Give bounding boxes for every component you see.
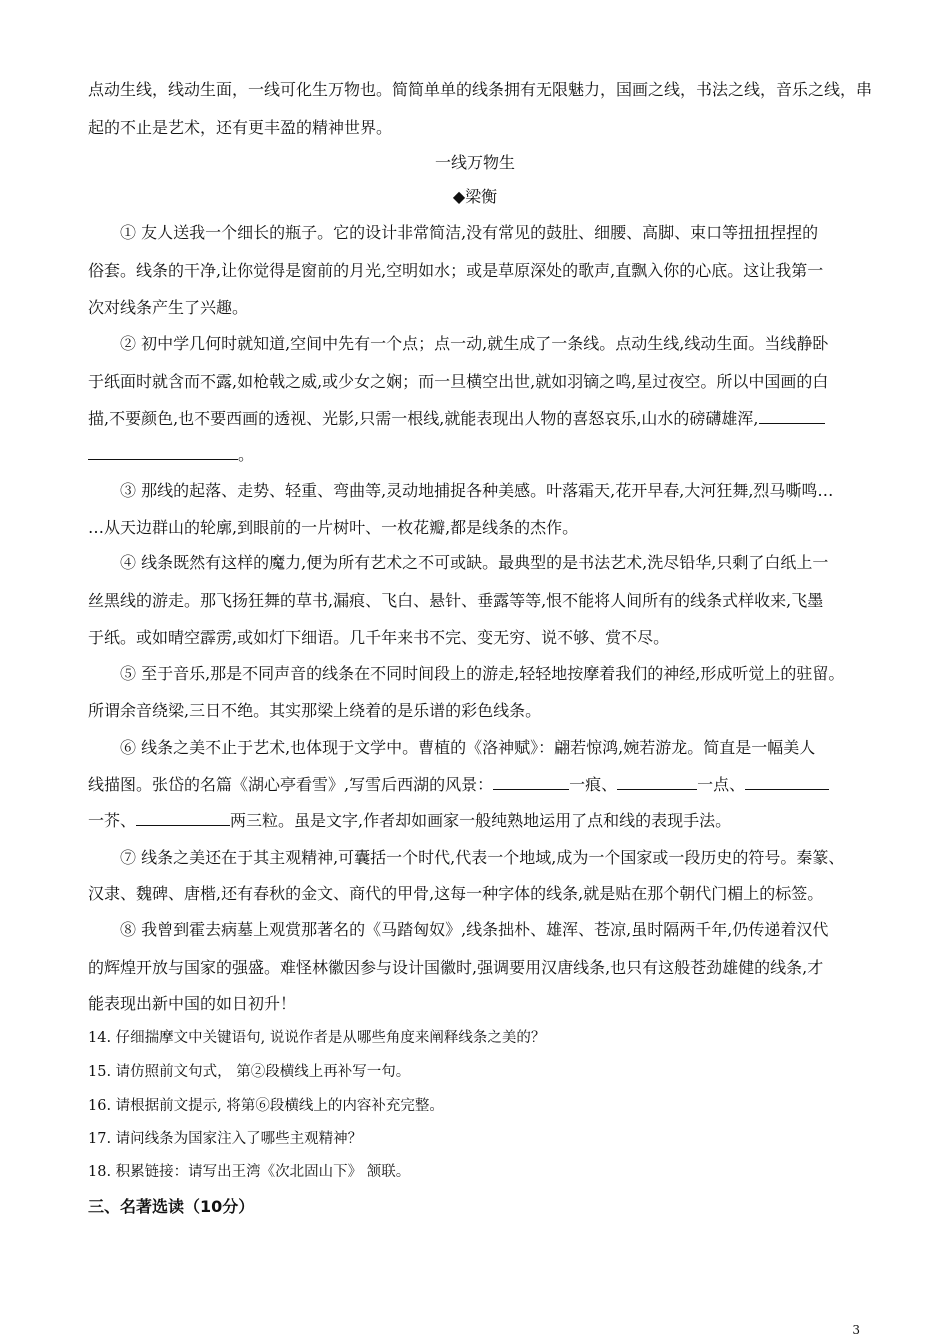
paragraph-6-text: 一芥、: [88, 811, 137, 830]
paragraph-6-text: 一点、: [697, 775, 746, 794]
paragraph-1-line: ① 友人送我一个细长的瓶子。它的设计非常简洁,没有常见的鼓肚、细腰、高脚、束口等扭扭捏捏的: [120, 223, 819, 242]
paragraph-4-line: ④ 线条既然有这样的魔力,便为所有艺术之不可或缺。最典型的是书法艺术,洗尽铅华,只剩了白纸上一: [120, 553, 829, 572]
paragraph-8-line: ⑧ 我曾到霍去病墓上观赏那著名的《马踏匈奴》,线条拙朴、雄浑、苍凉,虽时隔两千年,仍传递着汉代: [120, 920, 829, 939]
paragraph-2-line: [88, 445, 254, 465]
paragraph-4-line: 丝黑线的游走。那飞扬狂舞的草书,漏痕、飞白、悬针、垂露等等,恨不能将人间所有的线条式样收来,飞墨: [88, 591, 824, 610]
paragraph-2-text: 。: [238, 445, 255, 464]
answer-blank[interactable]: [136, 811, 230, 826]
question-17: 17. 请问线条为国家注入了哪些主观精神？: [88, 1131, 363, 1147]
paragraph-4-line: 于纸。或如晴空霹雳,或如灯下细语。几千年来书不完、变无穷、说不够、赏不尽。: [88, 628, 670, 647]
paragraph-6-line: ⑥ 线条之美不止于艺术,也体现于文学中。曹植的《洛神赋》：翩若惊鸿,婉若游龙。简直是一幅美人: [120, 738, 816, 757]
paragraph-6-line: [88, 811, 731, 831]
paragraph-2-text: 描,不要颜色,也不要西画的透视、光影,只需一根线,就能表现出人物的喜怒哀乐,山水的磅礴雄浑,: [88, 409, 759, 428]
intro-line: 起的不止是艺术，还有更丰盈的精神世界。: [88, 118, 393, 137]
article-author: ◆梁衡: [452, 187, 498, 206]
paragraph-2-line: ② 初中学几何时就知道,空间中先有一个点；点一动,就生成了一条线。点动生线,线动生面。当线静卧: [120, 334, 829, 353]
question-16: 16. 请根据前文提示, 将第⑥段横线上的内容补充完整。: [88, 1098, 444, 1114]
paragraph-8-line: 能表现出新中国的如日初升！: [88, 994, 297, 1013]
answer-blank[interactable]: [759, 409, 825, 424]
paragraph-5-line: 所谓余音绕梁,三日不绝。其实那梁上绕着的是乐谱的彩色线条。: [88, 701, 542, 720]
paragraph-7-line: 汉隶、魏碑、唐楷,还有春秋的金文、商代的甲骨,这每一种字体的线条,就是贴在那个朝代门楣上的标签。: [88, 884, 824, 903]
question-18: 18. 积累链接：请写出王湾《次北固山下》 颔联。: [88, 1164, 411, 1180]
answer-blank[interactable]: [617, 775, 697, 790]
paragraph-2-line: 于纸面时就含而不露,如枪戟之威,或少女之娴；而一旦横空出世,就如羽镝之鸣,星过夜空。所以中国画的白: [88, 372, 829, 391]
paragraph-2-line: [88, 409, 825, 429]
paragraph-1-line: 次对线条产生了兴趣。: [88, 298, 249, 317]
question-15: 15. 请仿照前文句式， 第②段横线上再补写一句。: [88, 1064, 411, 1080]
paragraph-5-line: ⑤ 至于音乐,那是不同声音的线条在不同时间段上的游走,轻轻地按摩着我们的神经,形成听觉上的驻留。: [120, 664, 845, 683]
paragraph-8-line: 的辉煌开放与国家的强盛。难怪林徽因参与设计国徽时,强调要用汉唐线条,也只有这般苍劲雄健的线条,才: [88, 958, 824, 977]
page-number: 3: [852, 1323, 860, 1337]
paragraph-7-line: ⑦ 线条之美还在于其主观精神,可囊括一个时代,代表一个地域,成为一个国家或一段历史的符号。秦篆、: [120, 848, 845, 867]
paragraph-6-text: 一痕、: [569, 775, 618, 794]
intro-line: 点动生线，线动生面，一线可化生万物也。简简单单的线条拥有无限魅力，国画之线，书法之线，音乐之线，串: [88, 80, 873, 99]
section-heading: 三、名著选读（10分）: [88, 1197, 255, 1216]
paragraph-1-line: 俗套。线条的干净,让你觉得是窗前的月光,空明如水；或是草原深处的歌声,直飘入你的心底。这让我第一: [88, 261, 824, 280]
answer-blank[interactable]: [745, 775, 829, 790]
paragraph-3-line: ③ 那线的起落、走势、轻重、弯曲等,灵动地捕捉各种美感。叶落霜天,花开早春,大河狂舞,烈马嘶鸣…: [120, 481, 834, 500]
answer-blank[interactable]: [493, 775, 569, 790]
paragraph-3-line: …从天边群山的轮廓,到眼前的一片树叶、一枚花瓣,都是线条的杰作。: [88, 518, 579, 537]
question-14: 14. 仔细揣摩文中关键语句, 说说作者是从哪些角度来阐释线条之美的？: [88, 1030, 546, 1046]
paragraph-6-text: 两三粒。虽是文字,作者却如画家一般纯熟地运用了点和线的表现手法。: [230, 811, 732, 830]
answer-blank[interactable]: [88, 445, 238, 460]
article-title: 一线万物生: [434, 153, 515, 172]
paragraph-6-line: [88, 775, 829, 795]
paragraph-6-text: 线描图。张岱的名篇《湖心亭看雪》,写雪后西湖的风景：: [88, 775, 494, 794]
